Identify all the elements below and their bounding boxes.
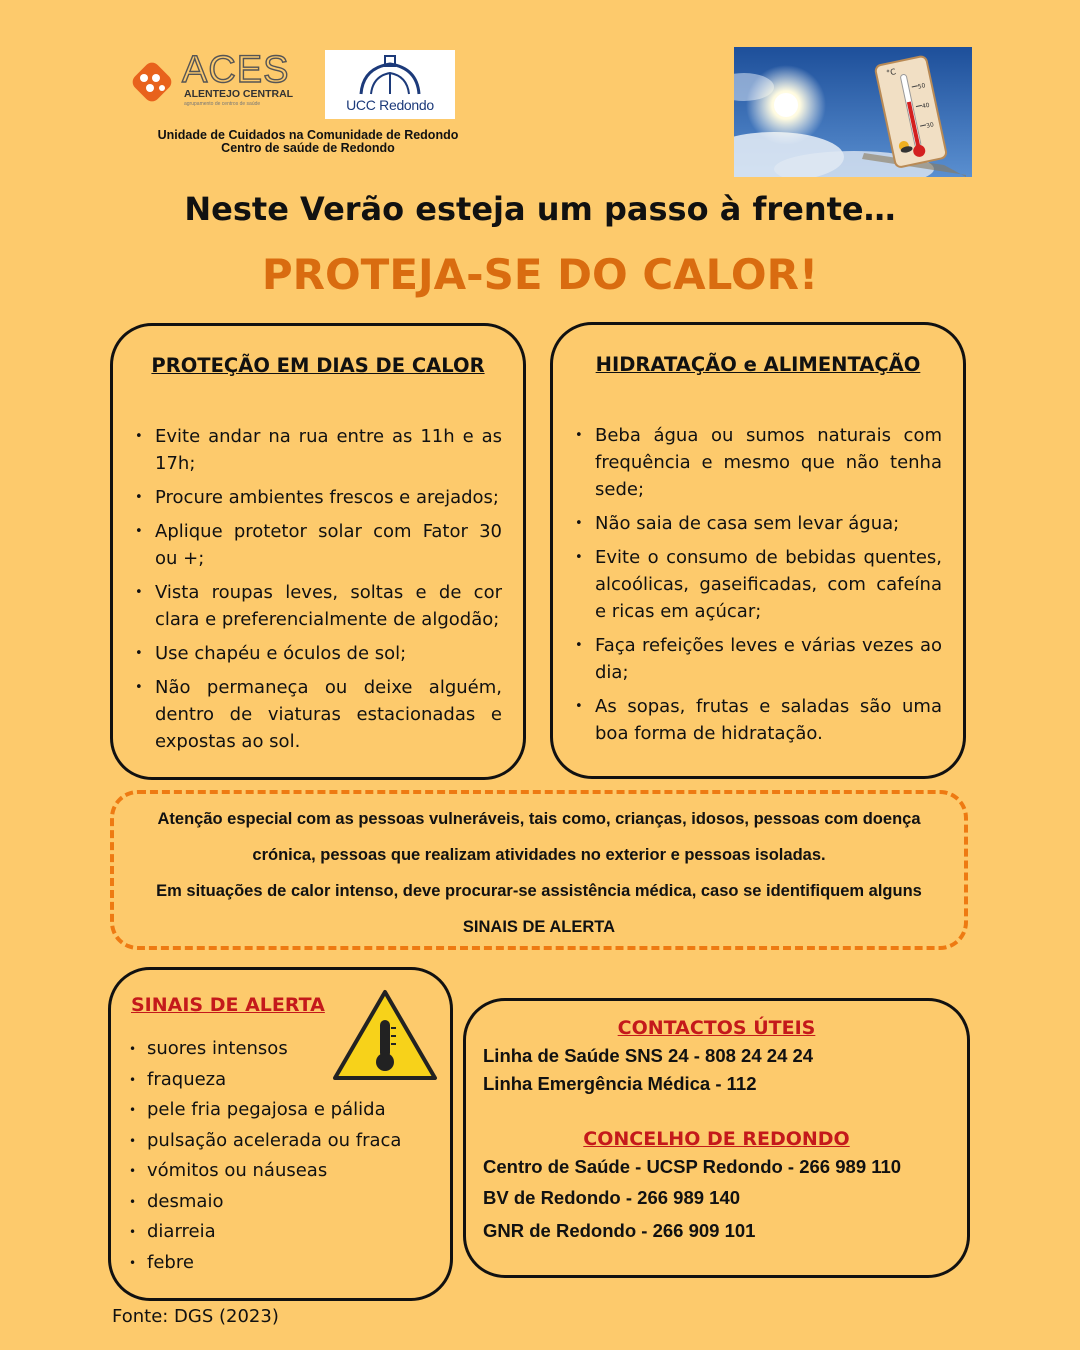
contact-line: Linha de Saúde SNS 24 - 808 24 24 24: [483, 1045, 814, 1066]
list-item: • Use chapéu e óculos de sol;: [135, 640, 502, 667]
list-item: • Aplique protetor solar com Fator 30 ou +;: [135, 518, 502, 572]
protection-box: [110, 323, 526, 780]
attention-line-3: Em situações de calor intenso, deve procurar-se assistência médica, caso se identifiquem alguns: [156, 882, 922, 900]
unit-line-1: Unidade de Cuidados na Comunidade de Redondo: [157, 128, 459, 142]
attention-box: [110, 790, 968, 950]
thermo-40: 40: [921, 101, 931, 111]
attention-line-4: SINAIS DE ALERTA: [462, 918, 616, 936]
contact-line: BV de Redondo - 266 989 140: [483, 1187, 741, 1208]
warning-list: [129, 1034, 429, 1278]
aces-mark-icon: [126, 56, 178, 108]
warning-heading: SINAIS DE ALERTA: [131, 994, 325, 1016]
unit-line-2: Centro de saúde de Redondo: [221, 141, 395, 155]
aces-logo: [126, 49, 298, 108]
attention-line-2: crónica, pessoas que realizam atividades no exterior e pessoas isoladas.: [252, 846, 826, 864]
list-item: • Evite o consumo de bebidas quentes, alcoólicas, gaseificadas, com cafeína e ricas em açúcar;: [575, 544, 942, 625]
list-item: • Procure ambientes frescos e arejados;: [135, 484, 502, 511]
list-item: • Não permaneça ou deixe alguém, dentro de viaturas estacionadas e expostas ao sol.: [135, 674, 502, 755]
thermo-50: 50: [917, 82, 927, 91]
sun-thermometer-image: [734, 47, 972, 177]
list-item: • vómitos ou náuseas: [129, 1156, 429, 1187]
aces-name: ACES: [182, 49, 290, 91]
list-item: • Beba água ou sumos naturais com frequência e mesmo que não tenha sede;: [575, 422, 942, 503]
source-note: Fonte: DGS (2023): [112, 1306, 279, 1327]
contact-line: Centro de Saúde - UCSP Redondo - 266 989 110: [483, 1156, 902, 1177]
list-item: • diarreia: [129, 1217, 429, 1248]
list-item: • pele fria pegajosa e pálida: [129, 1095, 429, 1126]
aces-subtitle: ALENTEJO CENTRAL: [184, 88, 294, 100]
ucc-building-icon: [353, 54, 427, 98]
protection-list: [135, 423, 502, 762]
list-item: • desmaio: [129, 1187, 429, 1218]
ucc-label: UCC Redondo: [346, 97, 434, 113]
page-title: PROTEJA-SE DO CALOR!: [261, 250, 819, 299]
warning-box: [108, 967, 453, 1301]
thermo-30: 30: [925, 121, 935, 130]
contact-line: Linha Emergência Médica - 112: [483, 1073, 757, 1094]
list-item: • fraqueza: [129, 1065, 429, 1096]
list-item: • Não saia de casa sem levar água;: [575, 510, 942, 537]
page-subtitle: Neste Verão esteja um passo à frente…: [184, 190, 896, 228]
contact-line: GNR de Redondo - 266 909 101: [483, 1220, 756, 1241]
ucc-logo: [325, 50, 455, 119]
contacts-heading: CONTACTOS ÚTEIS: [617, 1017, 816, 1039]
hydration-list: [575, 422, 942, 754]
protection-heading: PROTEÇÃO EM DIAS DE CALOR: [151, 354, 485, 377]
list-item: • pulsação acelerada ou fraca: [129, 1126, 429, 1157]
list-item: • Vista roupas leves, soltas e de cor clara e preferencialmente de algodão;: [135, 579, 502, 633]
thermo-unit: °C: [885, 67, 897, 78]
list-item: • febre: [129, 1248, 429, 1279]
list-item: • Faça refeições leves e várias vezes ao dia;: [575, 632, 942, 686]
aces-tagline: agrupamento de centros de saúde: [184, 101, 261, 107]
hydration-heading: HIDRATAÇÃO e ALIMENTAÇÃO: [595, 353, 921, 376]
local-contacts-heading: CONCELHO DE REDONDO: [583, 1128, 850, 1150]
contacts-box: [463, 998, 970, 1278]
attention-line-1: Atenção especial com as pessoas vulneráveis, tais como, crianças, idosos, pessoas com doença: [157, 810, 921, 828]
list-item: • Evite andar na rua entre as 11h e as 17h;: [135, 423, 502, 477]
list-item: • suores intensos: [129, 1034, 429, 1065]
hydration-box: [550, 322, 966, 779]
list-item: • As sopas, frutas e saladas são uma boa forma de hidratação.: [575, 693, 942, 747]
